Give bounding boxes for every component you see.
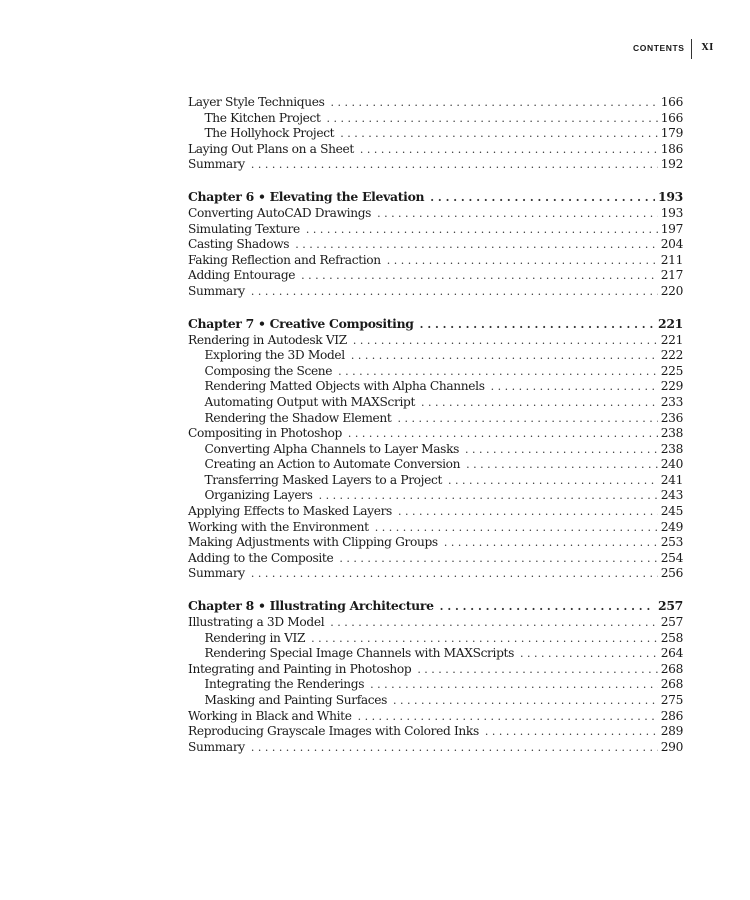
toc-entry[interactable] (188, 284, 683, 300)
toc-entry[interactable] (188, 253, 683, 269)
entry-title: Layer Style Techniques (188, 95, 325, 109)
dot-leader (358, 710, 658, 723)
entry-page: 254 (660, 550, 683, 565)
dot-leader (430, 191, 655, 204)
chapter-page: 257 (658, 598, 683, 614)
dot-leader (520, 647, 658, 660)
dot-leader (417, 663, 657, 676)
entry-page: 238 (660, 441, 683, 456)
toc-entry[interactable] (188, 95, 683, 111)
entry-title: Making Adjustments with Clipping Groups (188, 535, 438, 550)
toc-subentry[interactable] (188, 457, 683, 473)
entry-page: 179 (660, 126, 683, 141)
toc-entry[interactable] (188, 724, 683, 740)
entry-page: 193 (660, 205, 683, 220)
chapter-title: Chapter 7 • Creative Compositing (188, 315, 414, 331)
entry-title: Creating an Action to Automate Conversion (204, 457, 461, 472)
toc-entry[interactable] (188, 520, 683, 536)
entry-title: Illustrating a 3D Model (188, 615, 325, 630)
entry-page: 268 (660, 677, 683, 692)
entry-title: Adding to the Composite (188, 550, 334, 565)
dot-leader (465, 443, 658, 456)
toc-entry[interactable] (188, 709, 683, 725)
entry-page: 229 (660, 379, 683, 394)
dot-leader (327, 112, 658, 125)
toc-entry[interactable] (188, 426, 683, 442)
dot-leader (377, 207, 658, 220)
entry-title: Masking and Painting Surfaces (204, 693, 388, 707)
toc-subentry[interactable] (188, 411, 683, 427)
dot-leader (331, 96, 658, 109)
dot-leader (251, 741, 658, 754)
entry-title: Simulating Texture (188, 221, 300, 236)
entry-title: Converting AutoCAD Drawings (188, 205, 372, 220)
entry-title: Organizing Layers (204, 488, 313, 503)
entry-title: Summary (188, 566, 245, 581)
running-header (633, 41, 714, 59)
dot-leader (340, 127, 658, 140)
toc-subentry[interactable] (188, 364, 683, 380)
entry-title: Applying Effects to Masked Layers (188, 504, 392, 519)
dot-leader (387, 254, 658, 267)
chapter-title: Chapter 8 • Illustrating Architecture (188, 598, 434, 614)
dot-leader (306, 223, 658, 236)
entry-title: Summary (188, 739, 245, 754)
section-label: CONTENTS (633, 43, 685, 53)
entry-title: Reproducing Grayscale Images with Colored Inks (188, 724, 479, 739)
dot-leader (393, 694, 658, 707)
dot-leader (251, 158, 658, 171)
entry-page: 241 (660, 472, 683, 487)
entry-title: Converting Alpha Channels to Layer Masks (204, 441, 460, 456)
entry-title: Automating Output with MAXScript (204, 394, 415, 409)
dot-leader (421, 396, 658, 409)
chapter-page: 193 (658, 188, 683, 204)
entry-page: 217 (660, 268, 683, 283)
dot-leader (485, 725, 658, 738)
entry-page: 222 (660, 348, 683, 363)
entry-title: Integrating and Painting in Photoshop (188, 661, 412, 676)
toc-entry[interactable] (188, 268, 683, 284)
entry-title: Summary (188, 157, 245, 172)
toc-entry[interactable] (188, 142, 683, 158)
entry-page: 211 (660, 252, 683, 267)
entry-page: 249 (660, 519, 683, 534)
section-spacer (188, 173, 683, 189)
entry-title: Rendering the Shadow Element (204, 410, 392, 425)
toc-entry[interactable] (188, 206, 683, 222)
entry-page: 264 (660, 646, 683, 661)
entry-title: Compositing in Photoshop (188, 426, 342, 441)
entry-title: Transferring Masked Layers to a Project (204, 472, 442, 487)
entry-title: Casting Shadows (188, 237, 290, 252)
entry-title: Working in Black and White (188, 708, 352, 723)
dot-leader (353, 334, 658, 347)
toc-entry[interactable] (188, 551, 683, 567)
dot-leader (398, 505, 658, 518)
toc-subentry[interactable] (188, 442, 683, 458)
dot-leader (466, 458, 658, 471)
toc-subentry[interactable] (188, 395, 683, 411)
dot-leader (311, 632, 658, 645)
entry-title: Rendering Special Image Channels with MAXScripts (204, 646, 514, 661)
entry-title: Rendering in Autodesk VIZ (188, 332, 347, 347)
dot-leader (251, 285, 658, 298)
toc-subentry[interactable] (188, 646, 683, 662)
section-spacer (188, 300, 683, 316)
entry-page: 257 (660, 615, 683, 630)
dot-leader (338, 365, 658, 378)
entry-title: Faking Reflection and Refraction (188, 252, 381, 267)
toc-entry[interactable] (188, 333, 683, 349)
chapter-page: 221 (658, 315, 683, 331)
entry-page: 166 (660, 110, 683, 125)
page-number: XI (701, 43, 714, 53)
entry-page: 236 (660, 410, 683, 425)
dot-leader (319, 489, 658, 502)
dot-leader (348, 427, 658, 440)
dot-leader (330, 616, 658, 629)
entry-page: 192 (660, 157, 683, 172)
entry-page: 286 (660, 708, 683, 723)
toc-entry[interactable] (188, 237, 683, 253)
dot-leader (444, 536, 658, 549)
toc-entry[interactable] (188, 566, 683, 582)
toc-entry[interactable] (188, 535, 683, 551)
toc-entry[interactable] (188, 662, 683, 678)
dot-leader (397, 412, 657, 425)
entry-title: The Hollyhock Project (204, 126, 335, 141)
dot-leader (491, 380, 658, 393)
entry-page: 258 (660, 630, 683, 645)
dot-leader (370, 678, 658, 691)
table-of-contents (188, 95, 683, 755)
dot-leader (351, 349, 658, 362)
toc-subentry[interactable] (188, 631, 683, 647)
toc-subentry[interactable] (188, 693, 683, 709)
toc-subentry[interactable] (188, 126, 683, 142)
dot-leader (295, 238, 658, 251)
toc-subentry[interactable] (188, 677, 683, 693)
entry-page: 197 (660, 221, 683, 236)
entry-page: 186 (660, 141, 683, 156)
toc-subentry[interactable] (188, 111, 683, 127)
entry-title: Rendering Matted Objects with Alpha Channels (204, 379, 485, 394)
toc-entry[interactable] (188, 222, 683, 238)
section-spacer (188, 582, 683, 598)
toc-subentry[interactable] (188, 379, 683, 395)
entry-page: 238 (660, 426, 683, 441)
entry-page: 240 (660, 457, 683, 472)
toc-subentry[interactable] (188, 488, 683, 504)
entry-page: 221 (660, 332, 683, 347)
entry-title: Working with the Environment (188, 519, 369, 534)
entry-page: 243 (660, 488, 683, 503)
chapter-heading[interactable] (188, 316, 683, 333)
toc-subentry[interactable] (188, 473, 683, 489)
chapter-title: Chapter 6 • Elevating the Elevation (188, 188, 425, 204)
toc-subentry[interactable] (188, 348, 683, 364)
dot-leader (375, 521, 658, 534)
chapter-heading[interactable] (188, 598, 683, 615)
entry-page: 289 (660, 724, 683, 739)
entry-title: Laying Out Plans on a Sheet (188, 141, 354, 156)
entry-page: 166 (660, 95, 683, 109)
dot-leader (448, 474, 658, 487)
toc-entry[interactable] (188, 740, 683, 756)
entry-page: 225 (660, 363, 683, 378)
toc-entry[interactable] (188, 157, 683, 173)
entry-page: 290 (660, 739, 683, 754)
entry-page: 204 (660, 237, 683, 252)
dot-leader (251, 567, 658, 580)
entry-page: 245 (660, 504, 683, 519)
entry-title: The Kitchen Project (204, 110, 321, 125)
entry-page: 253 (660, 535, 683, 550)
dot-leader (301, 269, 658, 282)
entry-page: 220 (660, 283, 683, 298)
entry-page: 268 (660, 661, 683, 676)
toc-entry[interactable] (188, 615, 683, 631)
dot-leader (440, 600, 655, 613)
dot-leader (360, 143, 658, 156)
entry-title: Adding Entourage (188, 268, 296, 283)
entry-title: Rendering in VIZ (204, 630, 306, 645)
dot-leader (339, 552, 657, 565)
dot-leader (420, 318, 655, 331)
entry-title: Summary (188, 283, 245, 298)
entry-title: Composing the Scene (204, 363, 333, 378)
entry-page: 275 (660, 693, 683, 707)
entry-page: 256 (660, 566, 683, 581)
chapter-heading[interactable] (188, 189, 683, 206)
entry-title: Integrating the Renderings (204, 677, 365, 692)
entry-title: Exploring the 3D Model (204, 348, 345, 363)
entry-page: 233 (660, 394, 683, 409)
toc-entry[interactable] (188, 504, 683, 520)
